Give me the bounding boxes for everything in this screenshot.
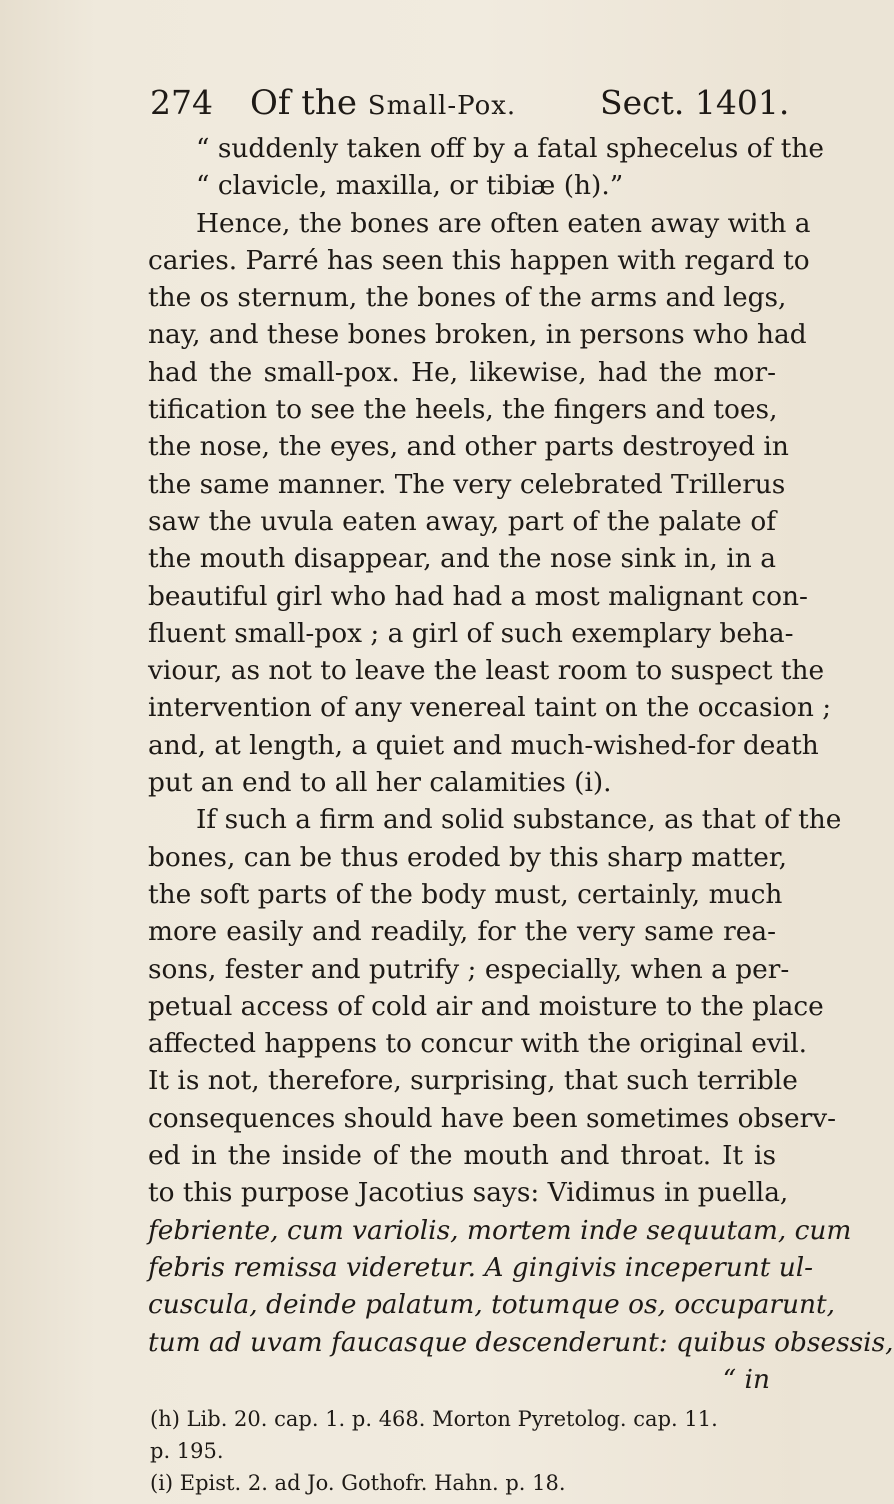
running-title-smallcaps: Small-Pox.: [367, 91, 517, 121]
text-line: saw the uvula eaten away, part of the palate of: [148, 505, 776, 537]
footnotes: [150, 1403, 790, 1499]
text-line: caries. Parré has seen this happen with regard to: [148, 244, 810, 276]
running-title-prefix: Of the: [250, 83, 368, 123]
text-line: the soft parts of the body must, certainly, much: [148, 878, 783, 910]
text-line: had the small-pox. He, likewise, had the mor-: [148, 356, 776, 388]
text-line: tum ad uvam faucasque descenderunt: quibus obsessis,: [148, 1326, 894, 1358]
text-line: It is not, therefore, surprising, that such terrible: [148, 1065, 798, 1097]
text-line: to this purpose Jacotius says: Vidimus in puella,: [148, 1177, 789, 1209]
text-line: the same manner. The very celebrated Trillerus: [148, 468, 786, 500]
text-line: “ suddenly taken off by a fatal sphecelus of the: [196, 133, 824, 164]
footnote-h-continuation: p. 195.: [150, 1439, 224, 1463]
text-line: more easily and readily, for the very same rea-: [148, 916, 776, 948]
footnote-i: (i) Epist. 2. ad Jo. Gothofr. Hahn. p. 18.: [150, 1471, 566, 1495]
running-title: [250, 78, 516, 131]
text-line: fluent small-pox ; a girl of such exemplary beha-: [148, 617, 794, 649]
running-header: [150, 78, 790, 128]
text-line: febriente, cum variolis, mortem inde sequutam, cum: [148, 1214, 852, 1246]
text-line: affected happens to concur with the original evil.: [148, 1028, 808, 1060]
text-line: ed in the inside of the mouth and throat. It is: [148, 1140, 776, 1172]
text-line: put an end to all her calamities (i).: [148, 767, 612, 799]
text-line: intervention of any venereal taint on the occasion ;: [148, 692, 832, 724]
text-line: febris remissa videretur. A gingivis inceperunt ul-: [148, 1251, 814, 1283]
text-line: cuscula, deinde palatum, totumque os, occuparunt,: [148, 1289, 836, 1321]
text-line: the nose, the eyes, and other parts destroyed in: [148, 431, 789, 463]
body-text: [148, 130, 894, 1398]
text-line: If such a firm and solid substance, as that of the: [196, 804, 842, 836]
text-line: sons, fester and putrify ; especially, when a per-: [148, 953, 790, 985]
text-line: the mouth disappear, and the nose sink in, in a: [148, 543, 776, 575]
text-line: Hence, the bones are often eaten away with a: [196, 207, 811, 239]
text-line: beautiful girl who had had a most malignant con-: [148, 580, 808, 612]
page-number: 274: [150, 83, 213, 122]
text-line: viour, as not to leave the least room to suspect the: [148, 655, 825, 687]
text-line: nay, and these bones broken, in persons who had: [148, 319, 807, 351]
catchword: “ in: [722, 1363, 770, 1395]
text-line: petual access of cold air and moisture to the place: [148, 990, 824, 1022]
text-line: the os sternum, the bones of the arms and legs,: [148, 282, 787, 314]
text-line: and, at length, a quiet and much-wished-for death: [148, 729, 819, 761]
text-line: tification to see the heels, the fingers and toes,: [148, 394, 778, 426]
footnote-h: (h) Lib. 20. cap. 1. p. 468. Morton Pyretolog. cap. 11.: [150, 1407, 718, 1431]
text-line: consequences should have been sometimes observ-: [148, 1102, 837, 1134]
text-line: “ clavicle, maxilla, or tibiæ (h).”: [196, 170, 624, 202]
section-number: Sect. 1401.: [600, 83, 790, 122]
text-line: bones, can be thus eroded by this sharp matter,: [148, 841, 787, 873]
